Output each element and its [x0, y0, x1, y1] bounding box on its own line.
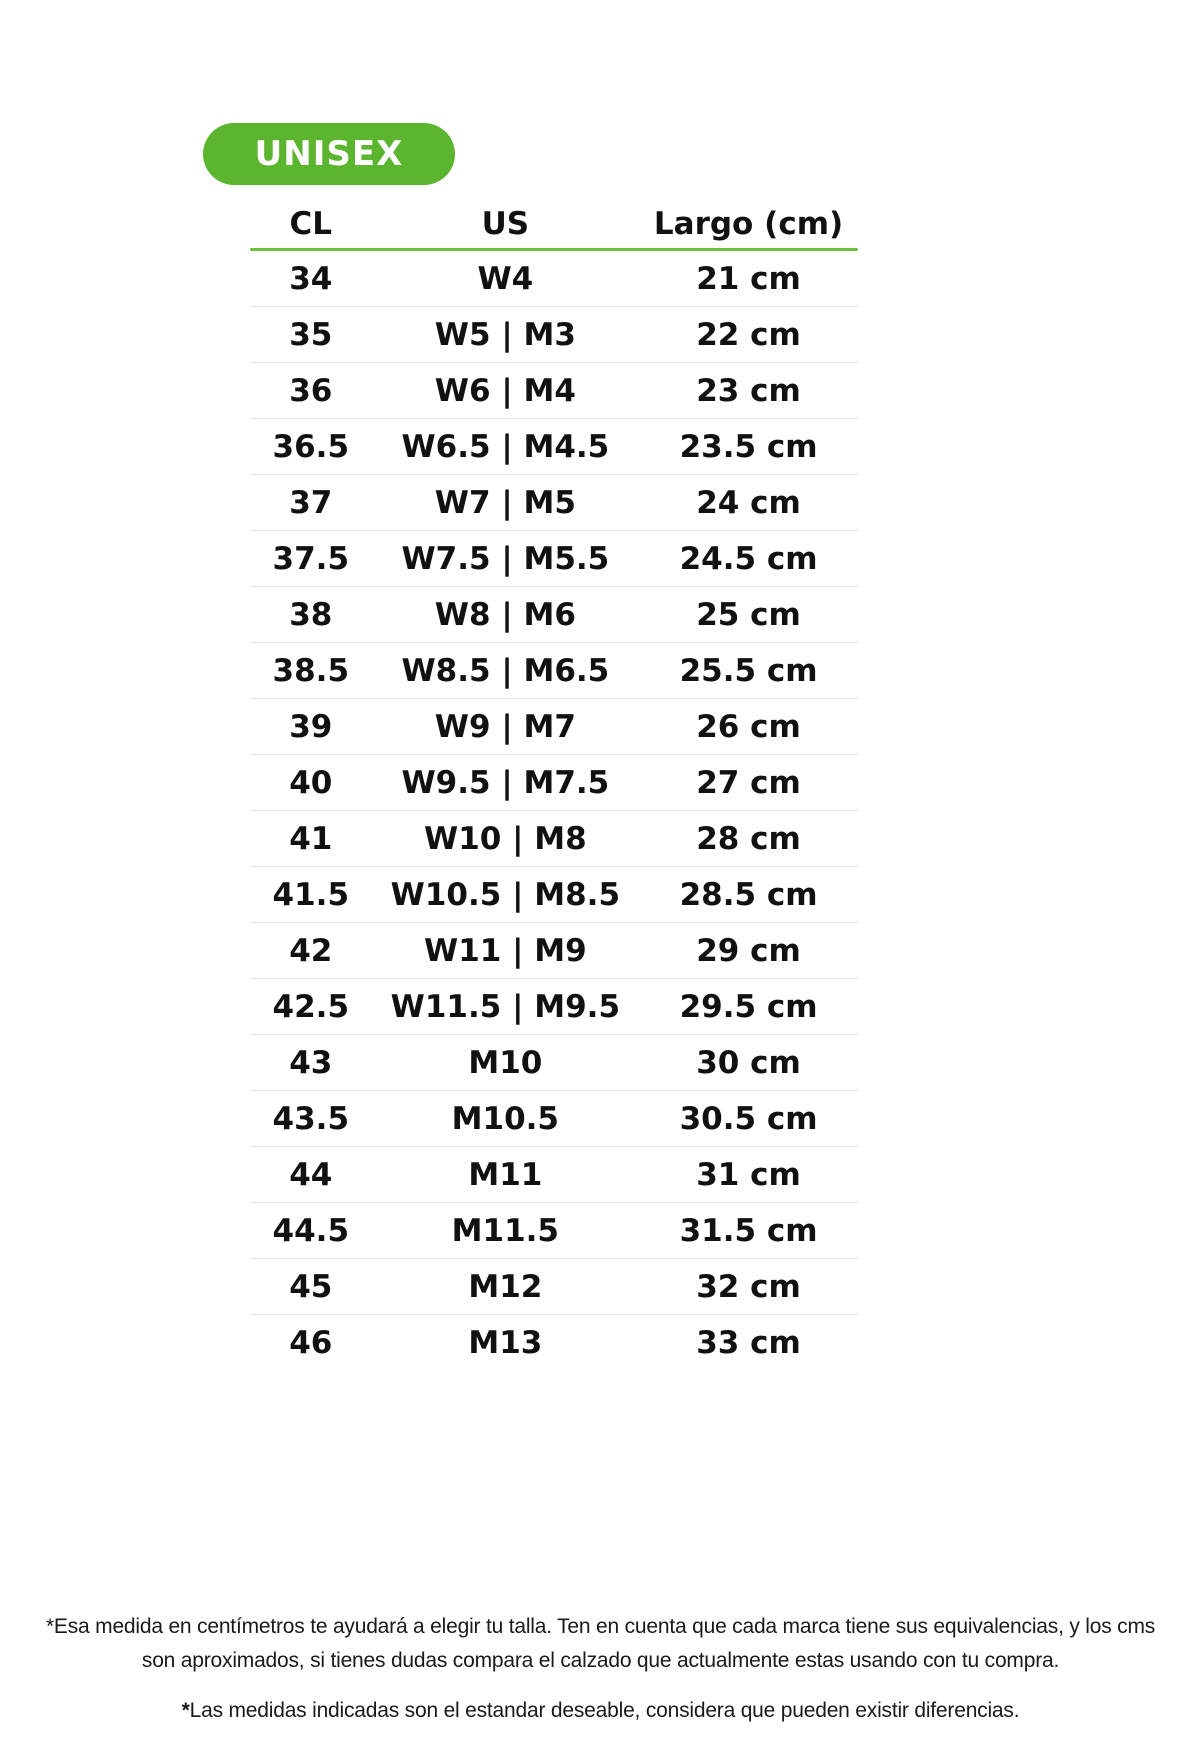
length-cm-value: 30.5 cm	[679, 1100, 818, 1137]
us-value: W8 | M6	[434, 596, 576, 633]
us-value: M10	[468, 1044, 543, 1081]
cl-value: 45	[289, 1268, 333, 1305]
us-value: M12	[468, 1268, 543, 1305]
table-row	[250, 474, 858, 530]
us-value: W11 | M9	[424, 932, 587, 969]
us-value: W4	[477, 260, 534, 297]
length-cm-value: 26 cm	[696, 708, 801, 745]
cl-value: 43	[289, 1044, 333, 1081]
column-header-largo-cm: Largo (cm)	[653, 206, 844, 242]
unisex-badge	[203, 123, 455, 185]
table-row	[250, 362, 858, 418]
length-cm-value: 27 cm	[696, 764, 801, 801]
us-value: M10.5	[451, 1100, 560, 1137]
us-value: M11	[468, 1156, 543, 1193]
table-row	[250, 1034, 858, 1090]
table-row	[250, 978, 858, 1034]
cl-value: 46	[289, 1324, 333, 1361]
length-cm-value: 25.5 cm	[679, 652, 818, 689]
us-value: W9.5 | M7.5	[401, 764, 610, 801]
table-row	[250, 306, 858, 362]
cl-value: 44.5	[272, 1212, 350, 1249]
length-cm-value: 21 cm	[696, 260, 801, 297]
length-cm-value: 23 cm	[696, 372, 801, 409]
cl-value: 34	[289, 260, 333, 297]
table-row	[250, 642, 858, 698]
us-value: W6 | M4	[434, 372, 576, 409]
table-row	[250, 754, 858, 810]
cl-value: 41.5	[272, 876, 350, 913]
table-row	[250, 586, 858, 642]
us-value: M11.5	[451, 1212, 560, 1249]
table-row	[250, 1258, 858, 1314]
cl-value: 41	[289, 820, 333, 857]
table-row	[250, 251, 858, 306]
cl-value: 38	[289, 596, 333, 633]
table-row	[250, 1090, 858, 1146]
length-cm-value: 22 cm	[696, 316, 801, 353]
cl-value: 37	[289, 484, 333, 521]
table-row	[250, 530, 858, 586]
table-row	[250, 418, 858, 474]
footnote-asterisk: *	[181, 1699, 190, 1722]
size-table	[250, 200, 858, 1370]
length-cm-value: 29 cm	[696, 932, 801, 969]
column-header-us: US	[481, 206, 530, 242]
cl-value: 40	[289, 764, 333, 801]
us-value: W6.5 | M4.5	[401, 428, 610, 465]
column-header-cl: CL	[289, 206, 333, 242]
us-value: W9 | M7	[434, 708, 576, 745]
length-cm-value: 25 cm	[696, 596, 801, 633]
table-row	[250, 1202, 858, 1258]
length-cm-value: 28 cm	[696, 820, 801, 857]
cl-value: 36.5	[272, 428, 350, 465]
cl-value: 44	[289, 1156, 333, 1193]
cl-value: 43.5	[272, 1100, 350, 1137]
unisex-badge-label: UNISEX	[254, 134, 404, 174]
cl-value: 42.5	[272, 988, 350, 1025]
us-value: W8.5 | M6.5	[401, 652, 610, 689]
length-cm-value: 28.5 cm	[679, 876, 818, 913]
length-cm-value: 23.5 cm	[679, 428, 818, 465]
us-value: W10.5 | M8.5	[390, 876, 621, 913]
us-value: W5 | M3	[434, 316, 576, 353]
length-cm-value: 24.5 cm	[679, 540, 818, 577]
length-cm-value: 32 cm	[696, 1268, 801, 1305]
cl-value: 38.5	[272, 652, 350, 689]
length-cm-value: 31.5 cm	[679, 1212, 818, 1249]
cl-value: 36	[289, 372, 333, 409]
table-row	[250, 810, 858, 866]
cl-value: 42	[289, 932, 333, 969]
us-value: W10 | M8	[424, 820, 587, 857]
cl-value: 37.5	[272, 540, 350, 577]
footnote-standard-text: Las medidas indicadas son el estandar deseable, considera que pueden existir diferencias.	[189, 1699, 1020, 1722]
size-table-header-row	[250, 200, 858, 244]
table-row	[250, 1314, 858, 1370]
cl-value: 35	[289, 316, 333, 353]
footnote-measurement-help: *Esa medida en centímetros te ayudará a elegir tu talla. Ten en cuenta que cada marca tiene sus equivalencias, y los cms son aproximados, si tienes dudas compara el calzado que actualmente estas usando con tu compra.	[45, 1615, 1156, 1672]
table-row	[250, 698, 858, 754]
footnote-standard-disclaimer	[34, 1694, 1167, 1728]
footnotes	[0, 1610, 1201, 1728]
length-cm-value: 30 cm	[696, 1044, 801, 1081]
length-cm-value: 24 cm	[696, 484, 801, 521]
us-value: M13	[468, 1324, 543, 1361]
us-value: W7 | M5	[434, 484, 576, 521]
us-value: W11.5 | M9.5	[390, 988, 621, 1025]
table-row	[250, 866, 858, 922]
length-cm-value: 31 cm	[696, 1156, 801, 1193]
table-row	[250, 1146, 858, 1202]
size-table-body	[250, 251, 858, 1370]
us-value: W7.5 | M5.5	[401, 540, 610, 577]
length-cm-value: 33 cm	[696, 1324, 801, 1361]
length-cm-value: 29.5 cm	[679, 988, 818, 1025]
table-row	[250, 922, 858, 978]
cl-value: 39	[289, 708, 333, 745]
